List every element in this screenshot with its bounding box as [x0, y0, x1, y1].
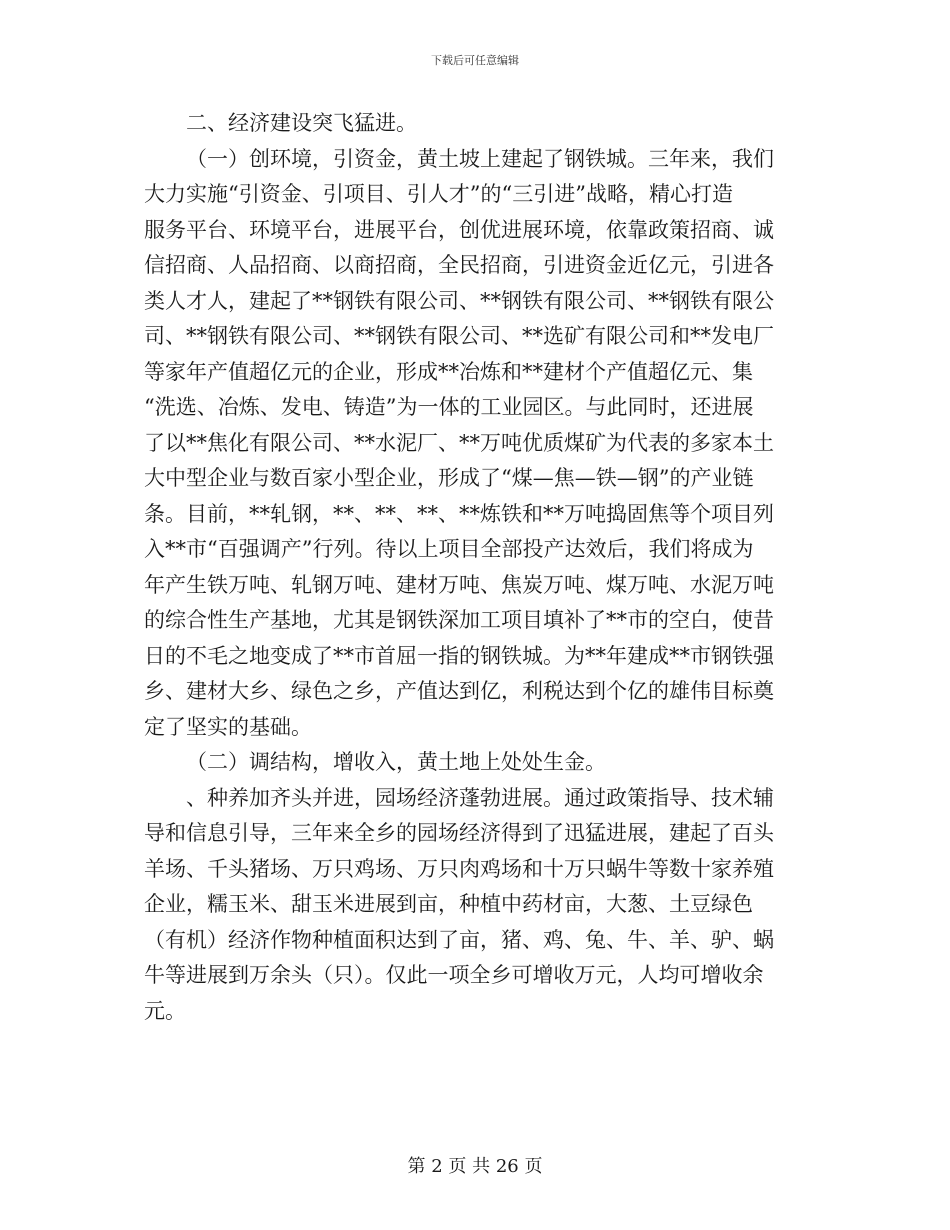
paragraph-line: “洗选、冶炼、发电、铸造”为一体的工业园区。与此同时，还进展 [144, 395, 754, 419]
paragraph-line: 年产生铁万吨、轧钢万吨、建材万吨、焦炭万吨、煤万吨、水泥万吨 [144, 572, 774, 597]
paragraph-line: 信招商、人品招商、以商招商，全民招商，引进资金近亿元，引进各 [144, 253, 774, 277]
document-body [144, 106, 804, 1029]
paragraph-line: 了以**焦化有限公司、**水泥厂、**万吨优质煤矿为代表的多家本土 [144, 430, 774, 455]
paragraph-line: 司、**钢铁有限公司、**钢铁有限公司、**选矿有限公司和**发电厂 [144, 324, 774, 348]
paragraph-line: 条。目前，**轧钢，**、**、**、**炼铁和**万吨捣固焦等个项目列 [144, 501, 774, 526]
paragraph-line: 大力实施“引资金、引项目、引人才”的“三引进”战略，精心打造 [144, 182, 733, 206]
paragraph-line: （一）创环境，引资金，黄土坡上建起了钢铁城。三年来，我们 [186, 146, 774, 171]
paragraph-line: 日的不毛之地变成了**市首屈一指的钢铁城。为**年建成**市钢铁强 [144, 643, 774, 668]
paragraph-line: 、种养加齐头并进，园场经济蓬勃进展。通过政策指导、技术辅 [186, 785, 774, 810]
paragraph-line: 的综合性生产基地，尤其是钢铁深加工项目填补了**市的空白，使昔 [144, 608, 774, 632]
page-header: 下载后可任意编辑 [431, 54, 519, 67]
paragraph-line: （有机）经济作物种植面积达到了亩，猪、鸡、兔、牛、羊、驴、蜗 [144, 927, 774, 952]
paragraph-line: 定了坚实的基础。 [144, 714, 312, 739]
paragraph-line: 入**市“百强调产”行列。待以上项目全部投产达效后，我们将成为 [144, 537, 754, 561]
paragraph-line: 类人才人，建起了**钢铁有限公司、**钢铁有限公司、**钢铁有限公 [144, 288, 774, 313]
paragraph-line: 服务平台、环境平台，进展平台，创优进展环境，依靠政策招商、诚 [144, 217, 774, 242]
section-heading: 二、经济建设突飞猛进。 [186, 111, 417, 135]
paragraph-line: 羊场、千头猪场、万只鸡场、万只肉鸡场和十万只蜗牛等数十家养殖 [144, 856, 774, 881]
paragraph-line: 等家年产值超亿元的企业，形成**冶炼和**建材个产值超亿元、集 [144, 359, 753, 384]
paragraph-line: 企业，糯玉米、甜玉米进展到亩，种植中药材亩，大葱、土豆绿色 [144, 892, 753, 916]
paragraph-line: 牛等进展到万余头（只）。仅此一项全乡可增收万元，人均可增收余 [144, 963, 764, 987]
subsection-heading: （二）调结构，增收入，黄土地上处处生金。 [186, 750, 606, 774]
paragraph-line: 导和信息引导，三年来全乡的园场经济得到了迅猛进展，建起了百头 [144, 821, 774, 845]
paragraph-line: 元。 [144, 998, 186, 1023]
paragraph-line: 大中型企业与数百家小型企业，形成了“煤—焦—铁—钢”的产业链 [144, 466, 754, 490]
page-footer: 第 2 页 共 26 页 [407, 1156, 543, 1177]
paragraph-line: 乡、建材大乡、绿色之乡，产值达到亿，利税达到个亿的雄伟目标奠 [144, 679, 774, 703]
